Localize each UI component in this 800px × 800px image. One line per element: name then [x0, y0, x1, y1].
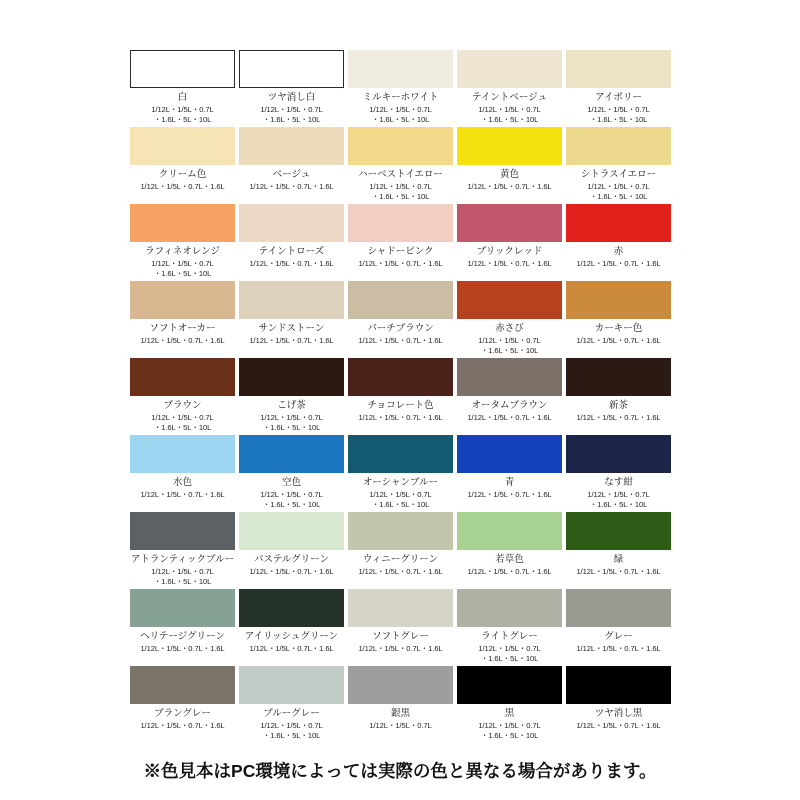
- color-swatch-item[interactable]: [346, 589, 455, 664]
- color-sizes: 1/12L・1/5L・0.7L ・1.6L・5L・10L: [478, 336, 541, 355]
- color-swatch-item[interactable]: [564, 512, 673, 587]
- color-swatch-item[interactable]: [346, 281, 455, 356]
- color-swatch[interactable]: [457, 127, 562, 165]
- color-name: シトラスイエロー: [580, 169, 657, 180]
- swatch-row: [128, 281, 673, 356]
- swatch-row: [128, 666, 673, 741]
- color-swatch[interactable]: [239, 358, 344, 396]
- color-sizes: 1/12L・1/5L・0.7L・1.6L: [140, 182, 225, 191]
- color-swatch[interactable]: [130, 127, 235, 165]
- color-swatch[interactable]: [130, 589, 235, 627]
- color-swatch[interactable]: [239, 281, 344, 319]
- color-name: なす紺: [604, 477, 633, 488]
- color-name: ブラウン: [163, 400, 202, 411]
- color-sizes: 1/12L・1/5L・0.7L ・1.6L・5L・10L: [369, 490, 432, 509]
- color-sizes: 1/12L・1/5L・0.7L: [369, 721, 432, 730]
- color-swatch-item[interactable]: [564, 666, 673, 741]
- color-name: ライトグレー: [481, 631, 538, 642]
- color-swatch-item[interactable]: [455, 127, 564, 202]
- color-swatch[interactable]: [457, 666, 562, 704]
- color-sizes: 1/12L・1/5L・0.7L・1.6L: [358, 567, 443, 576]
- color-swatch[interactable]: [566, 512, 671, 550]
- color-sizes: 1/12L・1/5L・0.7L・1.6L: [576, 259, 661, 268]
- disclaimer-note: ※色見本はPC環境によっては実際の色と異なる場合があります。: [143, 761, 657, 781]
- color-sizes: 1/12L・1/5L・0.7L・1.6L: [576, 336, 661, 345]
- swatch-row: [128, 435, 673, 510]
- color-swatch-item[interactable]: [237, 127, 346, 202]
- color-swatch-item[interactable]: [564, 358, 673, 433]
- color-swatch-item[interactable]: [128, 204, 237, 279]
- color-swatch-item[interactable]: [346, 435, 455, 510]
- color-name: クリーム色: [158, 169, 207, 180]
- color-swatch[interactable]: [457, 204, 562, 242]
- color-swatch-item[interactable]: [455, 204, 564, 279]
- color-sizes: 1/12L・1/5L・0.7L ・1.6L・5L・10L: [369, 182, 432, 201]
- color-swatch-item[interactable]: [237, 589, 346, 664]
- color-sizes: 1/12L・1/5L・0.7L ・1.6L・5L・10L: [151, 105, 214, 124]
- color-name: オータムブラウン: [471, 400, 548, 411]
- color-sizes: 1/12L・1/5L・0.7L ・1.6L・5L・10L: [151, 413, 214, 432]
- color-swatch-item[interactable]: [128, 512, 237, 587]
- color-name: 赤さび: [495, 323, 524, 334]
- color-sizes: 1/12L・1/5L・0.7L・1.6L: [467, 259, 552, 268]
- color-name: ブラングレー: [154, 708, 211, 719]
- color-sizes: 1/12L・1/5L・0.7L ・1.6L・5L・10L: [151, 259, 214, 278]
- color-swatch-item[interactable]: [455, 435, 564, 510]
- color-name: ミルキーホワイト: [362, 92, 439, 103]
- color-sizes: 1/12L・1/5L・0.7L・1.6L: [140, 336, 225, 345]
- color-name: ブリックレッド: [476, 246, 543, 257]
- color-swatch[interactable]: [566, 281, 671, 319]
- color-swatch-item[interactable]: [564, 127, 673, 202]
- color-swatch[interactable]: [566, 204, 671, 242]
- color-swatch-item[interactable]: [346, 204, 455, 279]
- color-swatch-item[interactable]: [346, 127, 455, 202]
- color-swatch-item[interactable]: [128, 358, 237, 433]
- color-swatch-grid: [128, 50, 673, 743]
- swatch-row: [128, 127, 673, 202]
- color-name: オーシャンブルー: [362, 477, 439, 488]
- color-sizes: 1/12L・1/5L・0.7L ・1.6L・5L・10L: [587, 105, 650, 124]
- color-swatch-item[interactable]: [237, 281, 346, 356]
- color-name: カーキー色: [594, 323, 643, 334]
- color-swatch[interactable]: [130, 50, 235, 88]
- color-sizes: 1/12L・1/5L・0.7L・1.6L: [140, 721, 225, 730]
- color-sizes: 1/12L・1/5L・0.7L ・1.6L・5L・10L: [260, 490, 323, 509]
- color-swatch[interactable]: [130, 204, 235, 242]
- color-swatch-item[interactable]: [564, 589, 673, 664]
- color-swatch-item[interactable]: [128, 50, 237, 125]
- color-name: 緑: [613, 554, 624, 565]
- color-name: ツヤ消し黒: [594, 708, 643, 719]
- color-swatch[interactable]: [566, 666, 671, 704]
- color-sizes: 1/12L・1/5L・0.7L ・1.6L・5L・10L: [369, 105, 432, 124]
- color-swatch-item[interactable]: [564, 281, 673, 356]
- color-swatch[interactable]: [566, 127, 671, 165]
- color-swatch[interactable]: [457, 512, 562, 550]
- color-sizes: 1/12L・1/5L・0.7L・1.6L: [576, 721, 661, 730]
- swatch-row: [128, 512, 673, 587]
- color-name: 黄色: [499, 169, 519, 180]
- color-swatch-item[interactable]: [346, 358, 455, 433]
- color-name: 水色: [172, 477, 192, 488]
- color-swatch-item[interactable]: [237, 435, 346, 510]
- color-swatch-item[interactable]: [128, 435, 237, 510]
- color-swatch-item[interactable]: [455, 50, 564, 125]
- color-name: サンドストーン: [258, 323, 325, 334]
- color-swatch-item[interactable]: [128, 281, 237, 356]
- color-swatch[interactable]: [348, 589, 453, 627]
- color-name: 銀黒: [390, 708, 410, 719]
- color-sizes: 1/12L・1/5L・0.7L・1.6L: [467, 413, 552, 422]
- color-name: 白: [177, 92, 188, 103]
- color-swatch[interactable]: [348, 281, 453, 319]
- color-sizes: 1/12L・1/5L・0.7L・1.6L: [249, 644, 334, 653]
- color-name: ラフィネオレンジ: [145, 246, 220, 257]
- color-name: パーチブラウン: [367, 323, 434, 334]
- color-swatch-item[interactable]: [564, 204, 673, 279]
- color-swatch[interactable]: [566, 50, 671, 88]
- color-swatch-item[interactable]: [455, 589, 564, 664]
- color-name: ソフトオーカー: [149, 323, 216, 334]
- color-swatch[interactable]: [348, 204, 453, 242]
- color-sizes: 1/12L・1/5L・0.7L・1.6L: [358, 259, 443, 268]
- color-swatch-item[interactable]: [237, 358, 346, 433]
- color-name: 青: [504, 477, 515, 488]
- color-name: グレー: [604, 631, 633, 642]
- color-swatch[interactable]: [566, 358, 671, 396]
- color-sizes: 1/12L・1/5L・0.7L ・1.6L・5L・10L: [587, 490, 650, 509]
- color-swatch[interactable]: [130, 358, 235, 396]
- color-swatch-item[interactable]: [455, 512, 564, 587]
- color-name: こげ茶: [277, 400, 306, 411]
- color-swatch[interactable]: [348, 127, 453, 165]
- color-name: ツヤ消し白: [267, 92, 316, 103]
- color-swatch[interactable]: [348, 512, 453, 550]
- swatch-row: [128, 358, 673, 433]
- color-name: 新茶: [608, 400, 628, 411]
- color-swatch[interactable]: [348, 50, 453, 88]
- color-swatch[interactable]: [348, 435, 453, 473]
- color-name: パステルグリーン: [254, 554, 329, 565]
- color-swatch-item[interactable]: [237, 204, 346, 279]
- color-swatch[interactable]: [239, 512, 344, 550]
- swatch-row: [128, 204, 673, 279]
- color-sizes: 1/12L・1/5L・0.7L ・1.6L・5L・10L: [478, 644, 541, 663]
- color-swatch[interactable]: [130, 512, 235, 550]
- color-name: アイリッシュグリーン: [244, 631, 339, 642]
- color-name: ソフトグレー: [372, 631, 429, 642]
- color-swatch-item[interactable]: [346, 666, 455, 741]
- color-name: ブルーグレー: [263, 708, 320, 719]
- color-sizes: 1/12L・1/5L・0.7L・1.6L: [358, 644, 443, 653]
- color-name: 赤: [613, 246, 624, 257]
- color-swatch-item[interactable]: [455, 281, 564, 356]
- color-swatch[interactable]: [130, 281, 235, 319]
- color-sizes: 1/12L・1/5L・0.7L・1.6L: [249, 182, 334, 191]
- color-swatch-item[interactable]: [564, 435, 673, 510]
- color-sizes: 1/12L・1/5L・0.7L ・1.6L・5L・10L: [151, 567, 214, 586]
- color-name: ハーベストイエロー: [358, 169, 443, 180]
- color-swatch-item[interactable]: [128, 127, 237, 202]
- color-sizes: 1/12L・1/5L・0.7L・1.6L: [467, 567, 552, 576]
- color-name: 若草色: [495, 554, 524, 565]
- color-sizes: 1/12L・1/5L・0.7L ・1.6L・5L・10L: [260, 413, 323, 432]
- color-sizes: 1/12L・1/5L・0.7L・1.6L: [249, 567, 334, 576]
- color-name: テイントベージュ: [472, 92, 547, 103]
- color-name: 黒: [504, 708, 515, 719]
- color-swatch-item[interactable]: [346, 512, 455, 587]
- color-swatch[interactable]: [130, 435, 235, 473]
- color-sizes: 1/12L・1/5L・0.7L ・1.6L・5L・10L: [260, 105, 323, 124]
- color-name: アトランティックブルー: [130, 554, 235, 565]
- color-sizes: 1/12L・1/5L・0.7L・1.6L: [140, 490, 225, 499]
- color-swatch[interactable]: [457, 281, 562, 319]
- color-swatch[interactable]: [239, 127, 344, 165]
- swatch-row: [128, 50, 673, 125]
- color-name: ウィニーグリーン: [362, 554, 439, 565]
- color-swatch-item[interactable]: [128, 666, 237, 741]
- color-swatch-item[interactable]: [237, 666, 346, 741]
- color-name: ベージュ: [272, 169, 311, 180]
- color-swatch-item[interactable]: [455, 666, 564, 741]
- color-swatch[interactable]: [566, 589, 671, 627]
- color-sizes: 1/12L・1/5L・0.7L・1.6L: [467, 490, 552, 499]
- color-swatch-item[interactable]: [237, 50, 346, 125]
- color-swatch[interactable]: [239, 204, 344, 242]
- color-sizes: 1/12L・1/5L・0.7L ・1.6L・5L・10L: [478, 721, 541, 740]
- color-swatch[interactable]: [457, 50, 562, 88]
- color-swatch-item[interactable]: [564, 50, 673, 125]
- color-sizes: 1/12L・1/5L・0.7L ・1.6L・5L・10L: [587, 182, 650, 201]
- color-swatch[interactable]: [457, 589, 562, 627]
- color-swatch-item[interactable]: [128, 589, 237, 664]
- color-swatch[interactable]: [239, 666, 344, 704]
- color-sizes: 1/12L・1/5L・0.7L・1.6L: [576, 567, 661, 576]
- color-swatch-item[interactable]: [455, 358, 564, 433]
- color-swatch-item[interactable]: [237, 512, 346, 587]
- color-swatch[interactable]: [239, 589, 344, 627]
- color-sizes: 1/12L・1/5L・0.7L・1.6L: [358, 413, 443, 422]
- color-name: 空色: [281, 477, 301, 488]
- color-sizes: 1/12L・1/5L・0.7L ・1.6L・5L・10L: [478, 105, 541, 124]
- color-swatch[interactable]: [566, 435, 671, 473]
- color-swatch[interactable]: [457, 435, 562, 473]
- color-swatch[interactable]: [239, 50, 344, 88]
- color-sizes: 1/12L・1/5L・0.7L・1.6L: [576, 413, 661, 422]
- color-swatch[interactable]: [239, 435, 344, 473]
- color-swatch[interactable]: [457, 358, 562, 396]
- color-sizes: 1/12L・1/5L・0.7L・1.6L: [140, 644, 225, 653]
- color-sizes: 1/12L・1/5L・0.7L・1.6L: [467, 182, 552, 191]
- color-sizes: 1/12L・1/5L・0.7L ・1.6L・5L・10L: [260, 721, 323, 740]
- color-name: チョコレート色: [367, 400, 434, 411]
- color-name: ヘリテージグリーン: [140, 631, 225, 642]
- swatch-row: [128, 589, 673, 664]
- color-sizes: 1/12L・1/5L・0.7L・1.6L: [249, 259, 334, 268]
- color-name: テイントローズ: [258, 246, 325, 257]
- color-name: シャドーピンク: [367, 246, 434, 257]
- color-swatch[interactable]: [130, 666, 235, 704]
- color-swatch[interactable]: [348, 666, 453, 704]
- color-swatch[interactable]: [348, 358, 453, 396]
- color-swatch-item[interactable]: [346, 50, 455, 125]
- color-name: アイボリー: [595, 92, 642, 103]
- color-sizes: 1/12L・1/5L・0.7L・1.6L: [358, 336, 443, 345]
- color-sizes: 1/12L・1/5L・0.7L・1.6L: [576, 644, 661, 653]
- color-sizes: 1/12L・1/5L・0.7L・1.6L: [249, 336, 334, 345]
